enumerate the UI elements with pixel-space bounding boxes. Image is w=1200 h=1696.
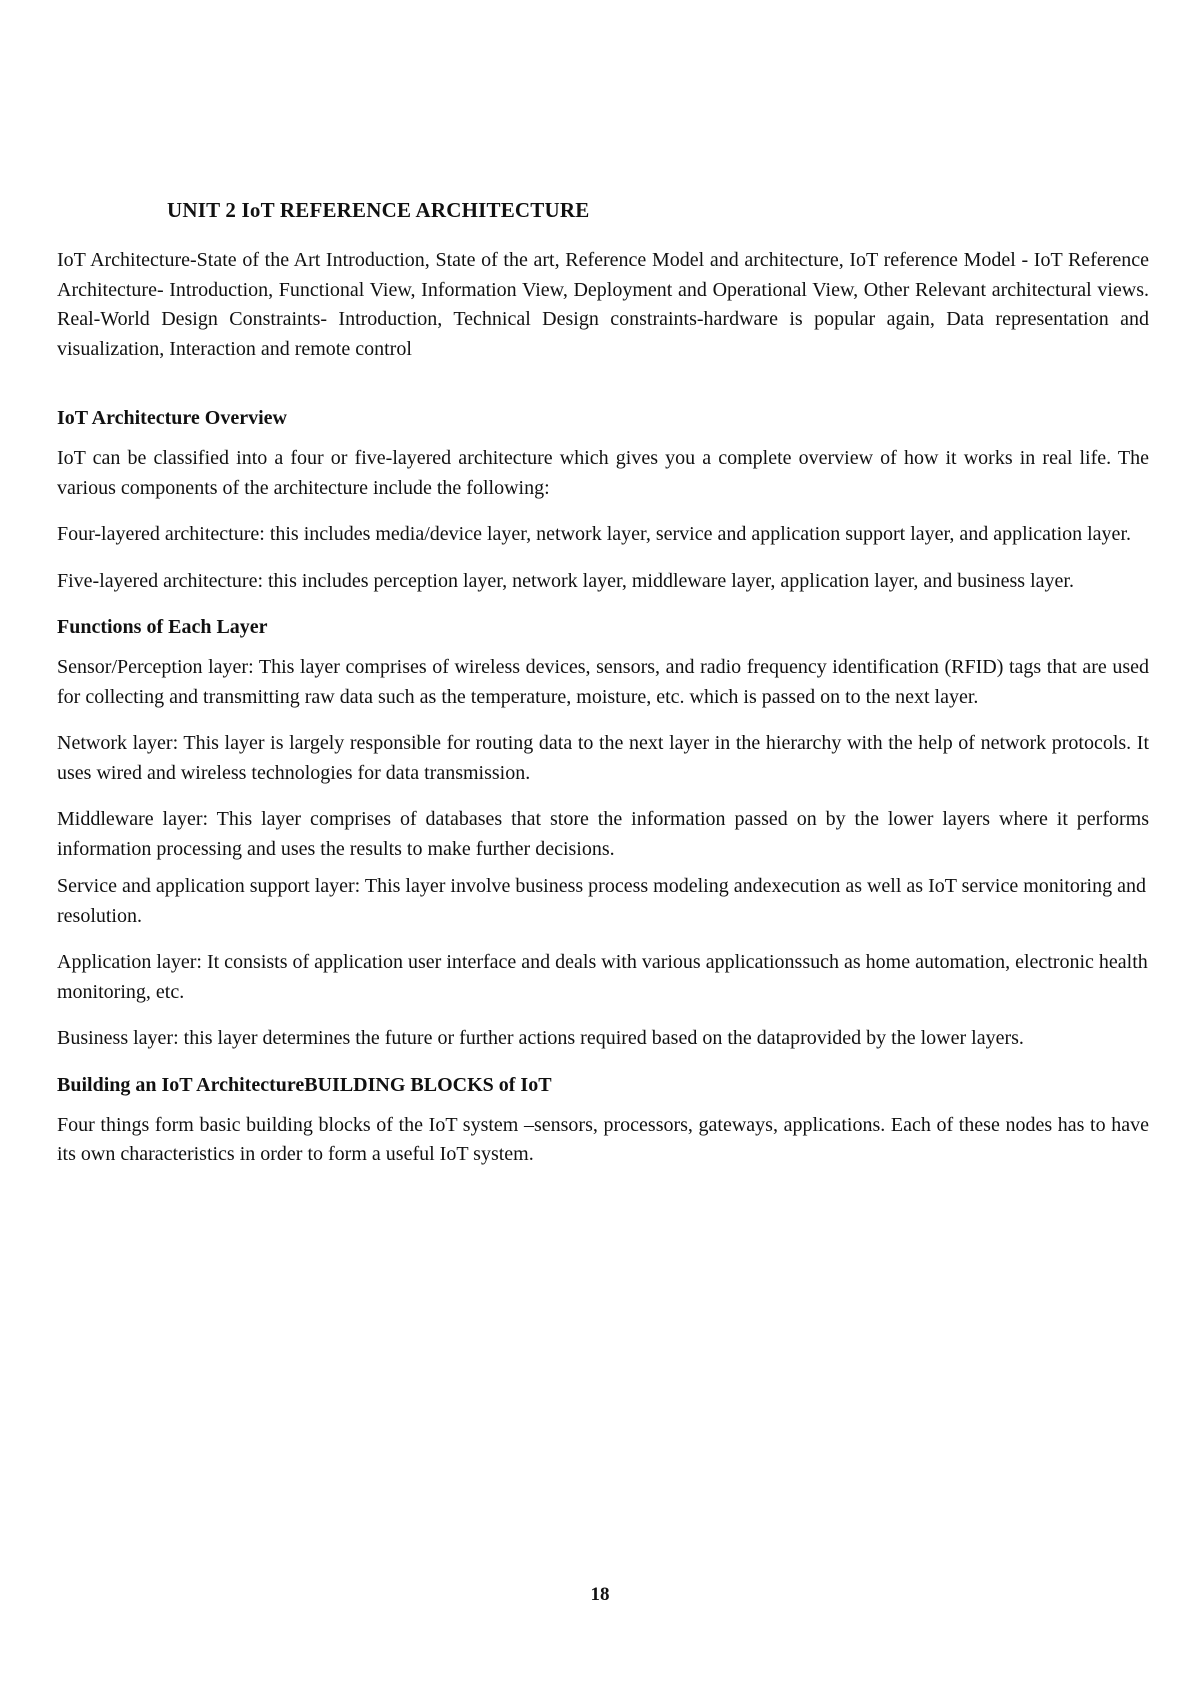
four-layered-paragraph: Four-layered architecture: this includes media/device layer, network layer, service and application support layer, and application layer. xyxy=(57,523,1131,545)
service-layer-paragraph: Service and application support layer: This layer involve business process modeling andexecution as well as IoT service monitoring and resolution. xyxy=(57,875,1146,927)
page-number: 18 xyxy=(590,1584,610,1605)
five-layered-paragraph: Five-layered architecture: this includes perception layer, network layer, middleware layer, application layer, and business layer. xyxy=(57,569,1074,592)
sensor-layer-paragraph: Sensor/Perception layer: This layer comprises of wireless devices, sensors, and radio frequency identification (RFID) tags that are used for collecting and transmitting raw data such as the temperature, moisture, etc. which is passed on to the next layer. xyxy=(57,656,1149,708)
business-layer-paragraph: Business layer: this layer determines the future or further actions required based on the dataprovided by the lower layers. xyxy=(57,1027,1024,1049)
syllabus-paragraph: IoT Architecture-State of the Art Introduction, State of the art, Reference Model and architecture, IoT reference Model - IoT Reference Architecture- Introduction, Functional View, Information View, Deployment and Operational View, Other Relevant architectural views. Real-World Design Constraints- Introduction, Technical Design constraints-hardware is popular again, Data representation and visualization, Interaction and remote control xyxy=(57,249,1149,360)
page-content xyxy=(57,196,1149,1170)
building-heading: Building an IoT ArchitectureBUILDING BLOCKS of IoT xyxy=(57,1073,552,1096)
functions-heading: Functions of Each Layer xyxy=(57,616,268,638)
middleware-layer-paragraph: Middleware layer: This layer comprises of databases that store the information passed on by the lower layers where it performs information processing and uses the results to make further decisions. xyxy=(57,808,1149,860)
network-layer-paragraph: Network layer: This layer is largely responsible for routing data to the next layer in the hierarchy with the help of network protocols. It uses wired and wireless technologies for data transmission. xyxy=(57,732,1149,784)
overview-heading: IoT Architecture Overview xyxy=(57,407,287,429)
building-blocks-paragraph: Four things form basic building blocks of the IoT system –sensors, processors, gateways, applications. Each of these nodes has to have its own characteristics in order to form a useful IoT system. xyxy=(57,1113,1149,1165)
overview-intro-paragraph: IoT can be classified into a four or five-layered architecture which gives you a complete overview of how it works in real life. The various components of the architecture include the following: xyxy=(57,447,1149,499)
application-layer-paragraph: Application layer: It consists of application user interface and deals with various applicationssuch as home automation, electronic health monitoring, etc. xyxy=(57,951,1148,1003)
unit-title: UNIT 2 IoT REFERENCE ARCHITECTURE xyxy=(167,198,590,222)
